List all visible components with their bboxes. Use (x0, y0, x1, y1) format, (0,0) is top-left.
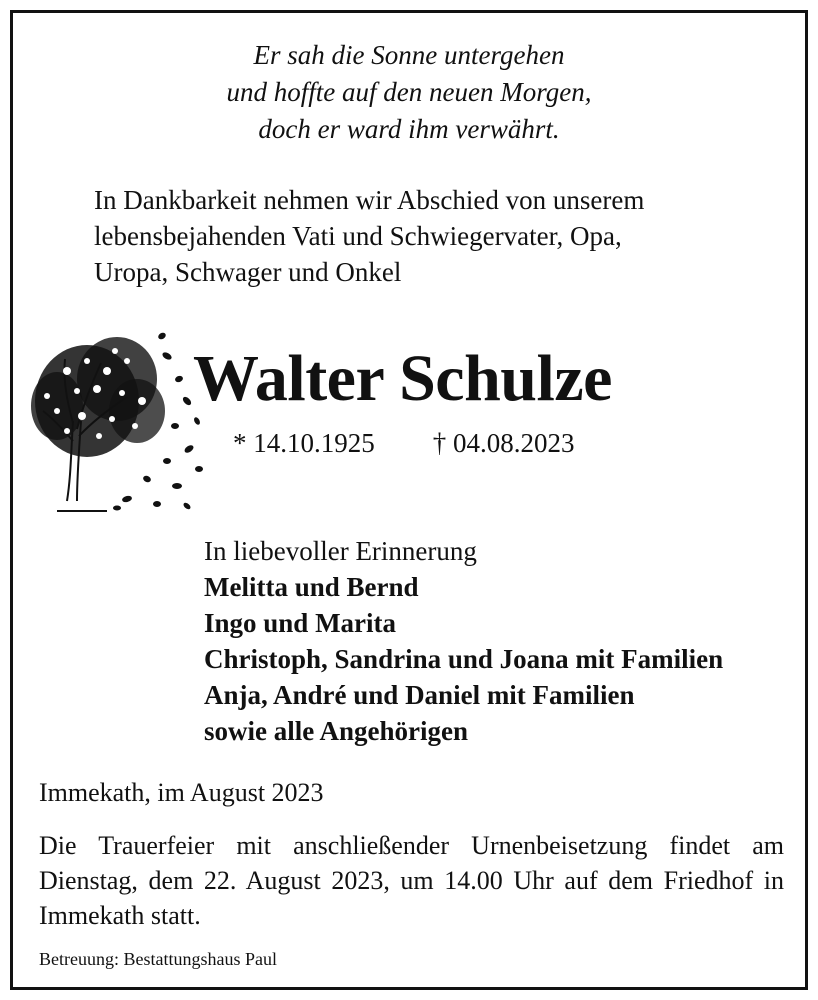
birth-date: * 14.10.1925 (233, 428, 375, 458)
memory-heading: In liebevoller Erinnerung (204, 536, 477, 566)
deceased-name: Walter Schulze (193, 342, 612, 415)
obituary-frame (10, 10, 808, 990)
tree-in-wind-icon (27, 301, 212, 521)
mourner-line: Anja, André und Daniel mit Familien (204, 680, 635, 710)
poem-line: und hoffte auf den neuen Morgen, (226, 77, 592, 107)
mourner-line: Melitta und Bernd (204, 572, 419, 602)
funeral-home-credit: Betreuung: Bestattungshaus Paul (39, 949, 277, 969)
poem-line: Er sah die Sonne untergehen (253, 40, 565, 70)
death-date: † 04.08.2023 (432, 428, 575, 458)
intro-text (94, 182, 644, 290)
intro-line: lebensbejahenden Vati und Schwiegervater, Opa, (94, 221, 622, 251)
intro-line: Uropa, Schwager und Onkel (94, 257, 402, 287)
intro-line: In Dankbarkeit nehmen wir Abschied von unserem (94, 185, 645, 215)
poem (13, 37, 805, 148)
service-announcement: Die Trauerfeier mit anschließender Urnenbeisetzung findet am Dienstag, dem 22. August 2023, um 14.00 Uhr auf dem Friedhof in Immekath statt. (39, 831, 784, 930)
mourners-block (204, 533, 723, 749)
mourner-line: sowie alle Angehörigen (204, 716, 468, 746)
poem-line: doch er ward ihm verwährt. (258, 114, 560, 144)
life-dates (233, 425, 575, 461)
mourner-line: Christoph, Sandrina und Joana mit Familien (204, 644, 724, 674)
place-date: Immekath, im August 2023 (39, 778, 324, 807)
mourner-line: Ingo und Marita (204, 608, 397, 638)
